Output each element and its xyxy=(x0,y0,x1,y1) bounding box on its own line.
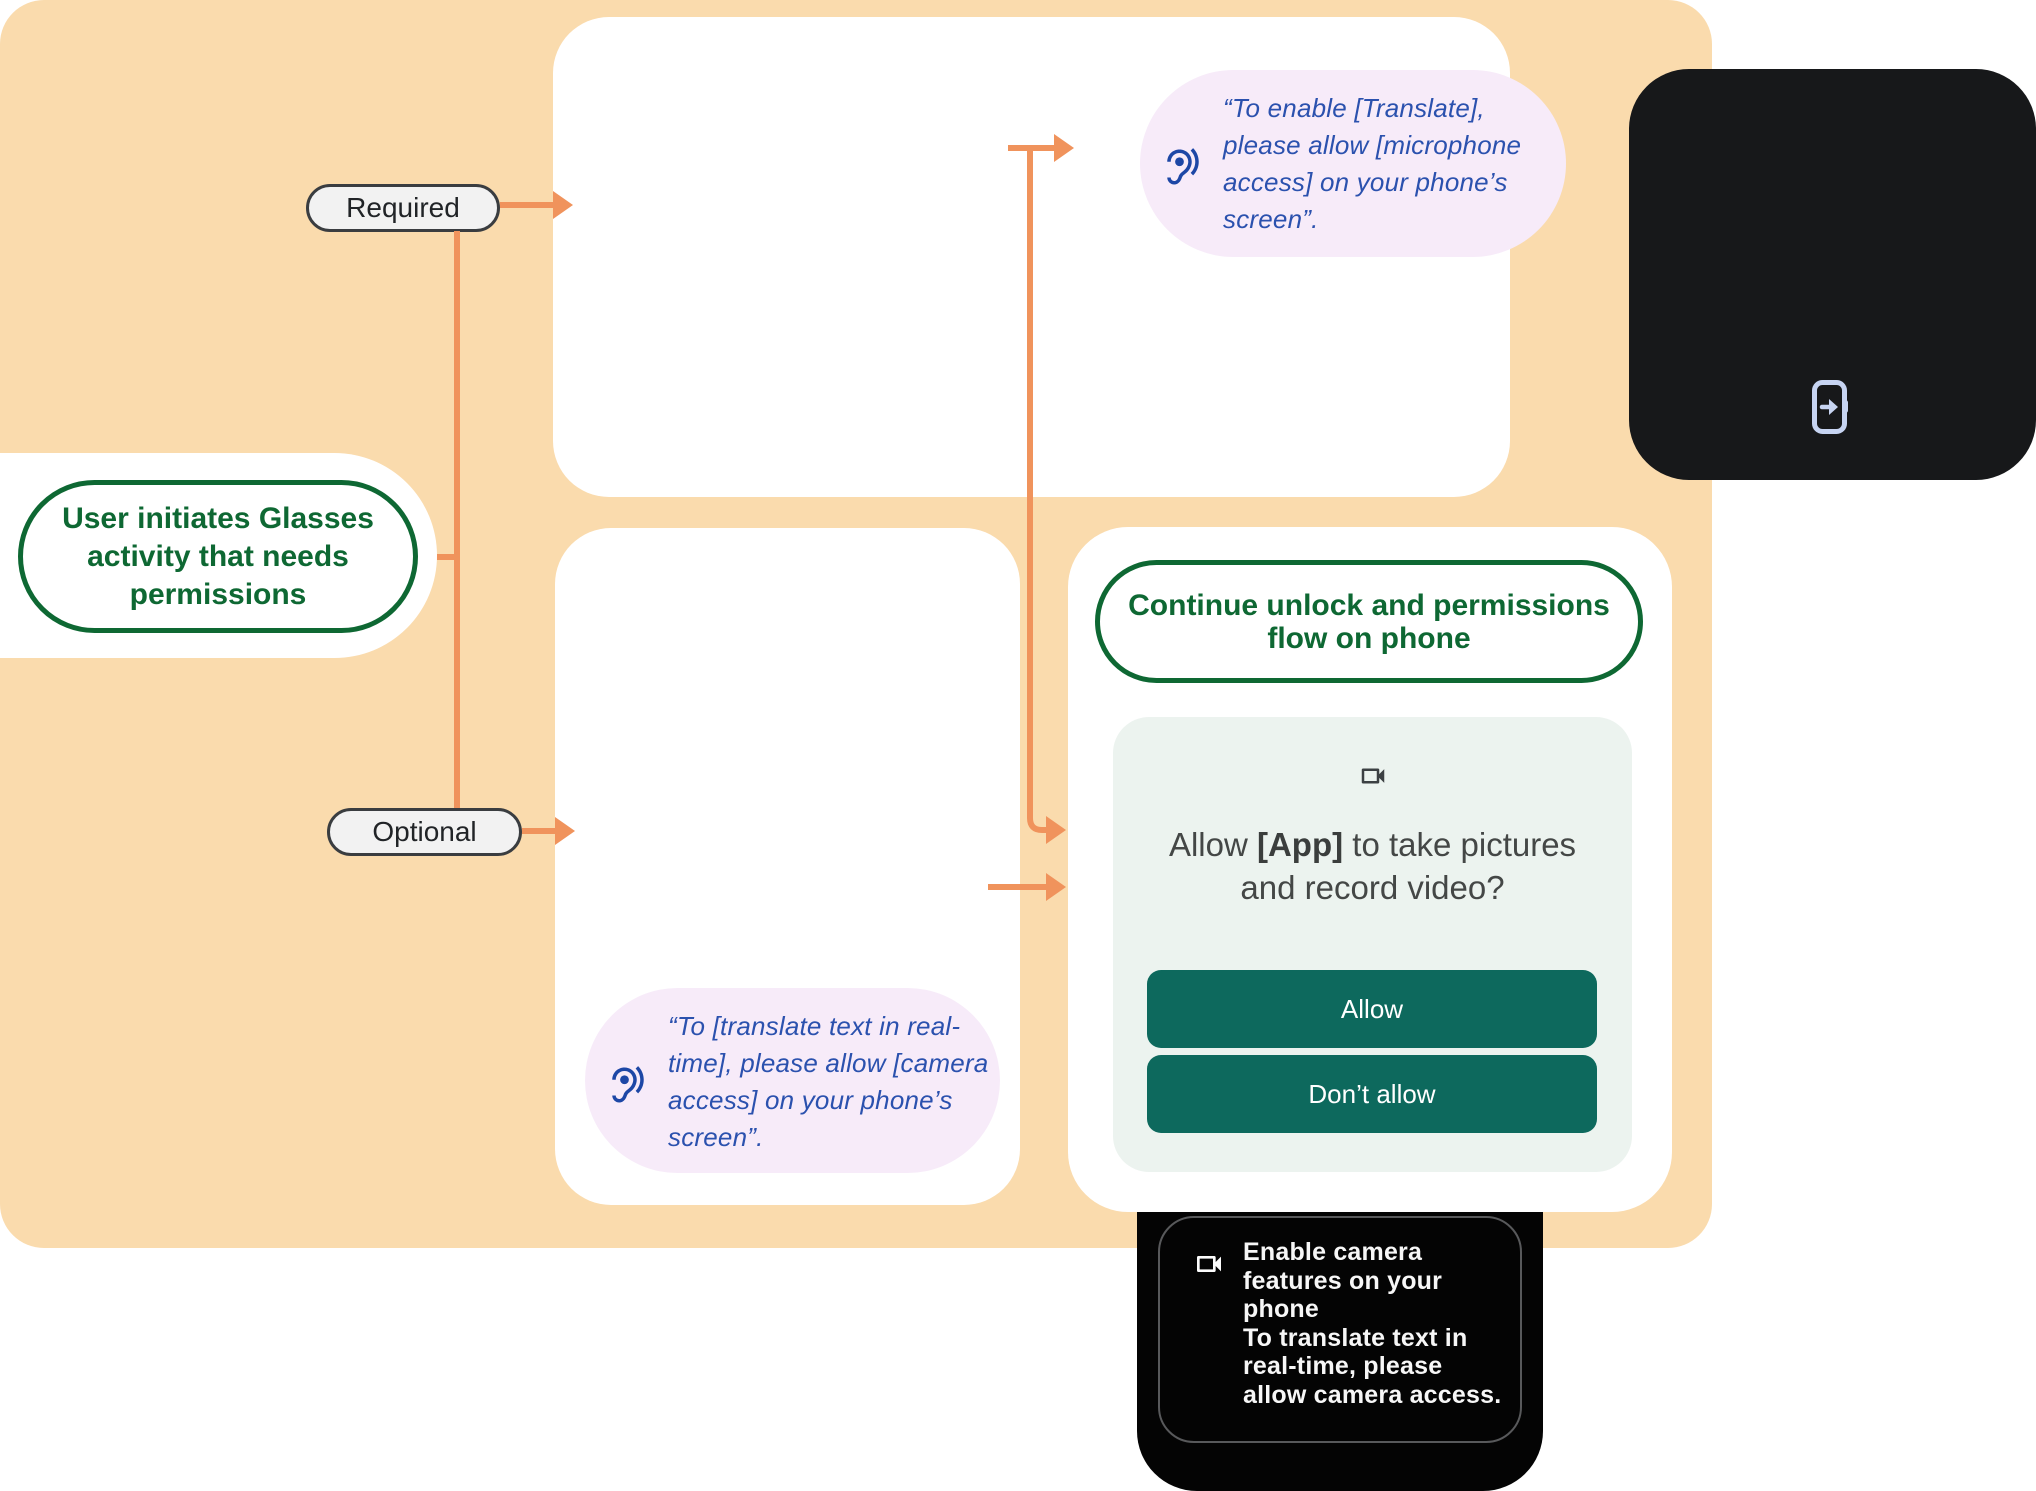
phone-flow-card xyxy=(1068,527,1672,1212)
glasses-hud-text: Enable camera features on your phone To translate text in real-time, please allow camera access. xyxy=(1243,1238,1502,1409)
videocam-icon xyxy=(1190,1248,1228,1280)
required-branch-badge: Required xyxy=(306,184,500,232)
required-voice-prompt-text: “To enable [Translate], please allow [microphone access] on your phone’s screen”. xyxy=(1223,93,1522,234)
optional-voice-prompt-bubble xyxy=(585,988,1000,1173)
phone-lock-screen xyxy=(1629,69,2036,480)
camera-permission-dialog xyxy=(1113,717,1632,1172)
hearing-icon xyxy=(1162,146,1204,188)
hearing-icon xyxy=(607,1064,649,1106)
required-branch-card xyxy=(553,17,1522,497)
glasses-hud-prompt xyxy=(1158,1216,1522,1443)
continue-flow-label-line1: Continue unlock and permissions xyxy=(1128,588,1610,622)
start-node: User initiates Glasses activity that needs permissions xyxy=(18,480,418,633)
optional-voice-prompt-text: “To [translate text in real- time], please allow [camera access] on your phone’s screen”. xyxy=(668,1011,989,1152)
dont-allow-button[interactable]: Don’t allow xyxy=(1147,1055,1597,1133)
allow-button[interactable]: Allow xyxy=(1147,970,1597,1048)
optional-branch-badge: Optional xyxy=(327,808,522,856)
permission-question: Allow [App] to take pictures and record video? xyxy=(1168,826,1577,906)
phone-handoff-icon xyxy=(1811,379,1851,435)
continue-flow-label-line2: flow on phone xyxy=(1267,621,1471,655)
videocam-icon xyxy=(1355,761,1391,791)
continue-flow-node xyxy=(1095,560,1643,683)
required-voice-prompt-bubble xyxy=(1140,70,1566,257)
